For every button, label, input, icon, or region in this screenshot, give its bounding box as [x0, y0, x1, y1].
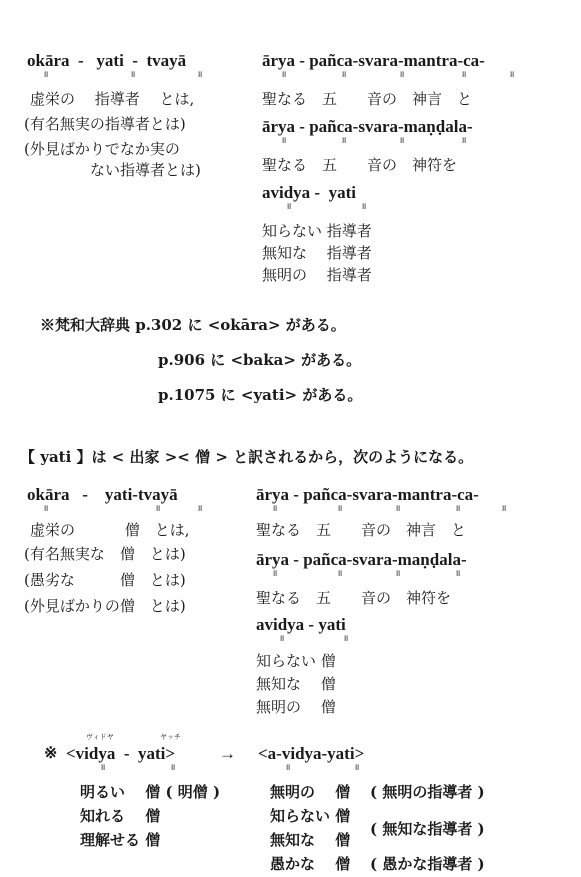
- s2-left-gloss: (有名無実な 僧 とは): [24, 545, 186, 563]
- equal-mark: ॥: [341, 136, 347, 146]
- equal-mark: ॥: [395, 569, 401, 579]
- equal-mark: ॥: [281, 136, 287, 146]
- s2-roman-right-1: ārya - pañca-svara-mantra-ca-: [256, 485, 479, 504]
- s1-left-gloss: (有名無実の指導者とは): [24, 115, 186, 133]
- equal-mark: ॥: [501, 504, 507, 514]
- equal-mark: ॥: [455, 504, 461, 514]
- s1-roman-right-3: avidya - yati: [262, 183, 356, 202]
- equal-mark: ॥: [130, 70, 136, 80]
- s1-right-gloss-1: 聖なる 五 音の 神言 と: [262, 90, 473, 108]
- equal-mark: ॥: [279, 634, 285, 644]
- equal-mark: ॥: [337, 504, 343, 514]
- s3-right-word: 無明の 僧: [270, 783, 351, 801]
- equal-mark: ॥: [337, 569, 343, 579]
- s1-right-gloss-3: 知らない 指導者: [262, 222, 372, 240]
- equal-mark: ॥: [395, 504, 401, 514]
- s1-right-gloss-3: 無明の 指導者: [262, 266, 372, 284]
- equal-mark: ॥: [509, 70, 515, 80]
- s2-right-gloss-3: 無明の 僧: [256, 698, 336, 716]
- s2-left-gloss: 虚栄の 僧 とは,: [30, 521, 190, 539]
- equal-mark: ॥: [461, 70, 467, 80]
- equal-mark: ॥: [272, 569, 278, 579]
- arrow-icon: →: [219, 744, 236, 763]
- s1-right-gloss-3: 無知な 指導者: [262, 244, 372, 262]
- s2-left-gloss: (外見ばかりの僧 とは): [24, 597, 186, 615]
- reference-line: p.906 に <baka> がある。: [158, 351, 362, 369]
- s1-left-gloss: (外見ばかりでなか実の: [24, 140, 180, 158]
- s3-roman-right: <a-vidya-yati>: [258, 744, 365, 763]
- s2-roman-right-2: ārya - pañca-svara-maṇḍala-: [256, 550, 467, 569]
- s3-right-note: ( 無知な指導者 ): [370, 820, 485, 838]
- s3-left-gloss: 理解せる 僧: [80, 831, 161, 849]
- equal-mark: ॥: [197, 504, 203, 514]
- equal-mark: ॥: [286, 202, 292, 212]
- s3-left-gloss: 知れる 僧: [80, 807, 161, 825]
- s1-left-gloss: ない指導者とは): [90, 161, 201, 179]
- equal-mark: ॥: [399, 136, 405, 146]
- s3-right-word: 無知な 僧: [270, 831, 351, 849]
- equal-mark: ॥: [343, 634, 349, 644]
- reference-line: p.1075 に <yati> がある。: [158, 386, 363, 404]
- s3-right-note: ( 無明の指導者 ): [370, 783, 485, 801]
- s3-right-word: 愚かな 僧: [270, 855, 351, 873]
- equal-mark: ॥: [197, 70, 203, 80]
- s2-roman-right-3: avidya - yati: [256, 615, 346, 634]
- equal-mark: ॥: [100, 763, 106, 773]
- s2-right-gloss-3: 知らない 僧: [256, 652, 336, 670]
- equal-mark: ॥: [43, 504, 49, 514]
- equal-mark: ॥: [361, 202, 367, 212]
- s2-roman-left: okāra - yati-tvayā: [27, 485, 178, 504]
- equal-mark: ॥: [43, 70, 49, 80]
- s1-roman-right-1: ārya - pañca-svara-mantra-ca-: [262, 51, 485, 70]
- s2-right-gloss-2: 聖なる 五 音の 神符を: [256, 589, 452, 607]
- s2-right-gloss-3: 無知な 僧: [256, 675, 336, 693]
- equal-mark: ॥: [354, 763, 360, 773]
- ruby-vidya: ヴィドヤ: [86, 733, 114, 741]
- s3-roman-left: <vidya - yati>: [66, 744, 176, 763]
- reference-line: ※梵和大辞典 p.302 に <okāra> がある。: [40, 316, 346, 334]
- note-marker: ※: [44, 743, 58, 762]
- s3-right-word: 知らない 僧: [270, 807, 351, 825]
- ruby-yati: ヤッチ: [160, 733, 181, 741]
- s2-right-gloss-1: 聖なる 五 音の 神言 と: [256, 521, 467, 539]
- equal-mark: ॥: [272, 504, 278, 514]
- section-heading: 【 yati 】は < 出家 >< 僧 > と訳されるから，次のようになる。: [20, 448, 474, 466]
- equal-mark: ॥: [341, 70, 347, 80]
- s1-roman-right-2: ārya - pañca-svara-maṇḍala-: [262, 117, 473, 136]
- s1-roman-left: okāra - yati - tvayā: [27, 51, 187, 70]
- equal-mark: ॥: [455, 569, 461, 579]
- s1-right-gloss-2: 聖なる 五 音の 神符を: [262, 156, 458, 174]
- s1-left-gloss: 虚栄の 指導者 とは,: [30, 90, 195, 108]
- equal-mark: ॥: [399, 70, 405, 80]
- s2-left-gloss: (愚劣な 僧 とは): [24, 571, 186, 589]
- equal-mark: ॥: [281, 70, 287, 80]
- s3-left-gloss: 明るい 僧 ( 明僧 ): [80, 783, 221, 801]
- equal-mark: ॥: [155, 504, 161, 514]
- equal-mark: ॥: [170, 763, 176, 773]
- equal-mark: ॥: [285, 763, 291, 773]
- equal-mark: ॥: [461, 136, 467, 146]
- s3-right-note: ( 愚かな指導者 ): [370, 855, 485, 873]
